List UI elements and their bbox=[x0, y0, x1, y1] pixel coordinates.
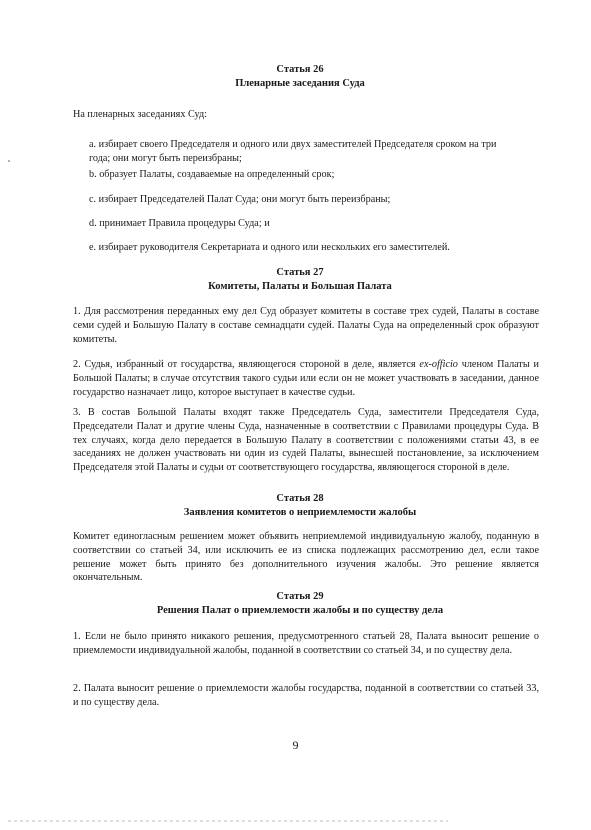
article-28-paragraph: Комитет единогласным решением может объявить неприемлемой индивидуальную жалобу, поданную в соответствии со статьей 34, или исключить ее из списка подлежащих рассмотрению дел, если такое решение может быть принято без дополнительного изучения жалобы. Это решение является окончательным. bbox=[73, 531, 539, 584]
p2-ex-officio: ex-officio bbox=[419, 359, 458, 370]
page-number: 9 bbox=[292, 738, 299, 752]
article-28-title: Заявления комитетов о неприемлемости жалобы bbox=[183, 507, 417, 518]
article-28-number: Статья 28 bbox=[276, 493, 324, 504]
scan-speck bbox=[8, 160, 10, 162]
article-26-heading bbox=[60, 63, 540, 91]
item-a-line2: года; они могут быть переизбраны; bbox=[89, 152, 242, 164]
article-29-paragraph-2: 2. Палата выносит решение о приемлемости жалобы государства, поданной в соответствии со статьей 33, и по существу дела. bbox=[73, 683, 539, 708]
article-27-paragraph-1: 1. Для рассмотрения переданных ему дел Суд образует комитеты в составе трех судей, Палаты в составе семи судей и Большую Палату в составе семнадцати судей. Палаты Суда на определенный срок образуют комитеты. bbox=[73, 306, 539, 345]
article-26-item-b: b. образует Палаты, создаваемые на определенный срок; bbox=[89, 169, 335, 180]
article-27-paragraph-3: 3. В состав Большой Палаты входят также Председатель Суда, заместители Председателя Суда, Председатели Палат и другие члены Суда, назначенные в соответствии с Правилами процедуры Суда. В тех случаях, когда дело передается в Большую Палату в соответствии с положениями статьи 43, в ее заседаниях не должен участвовать ни один из судей Палаты, вынесшей постановление, за исключением Председателя этой Палаты и судьи от соответствующего государства, являющегося стороной в деле. bbox=[73, 407, 539, 474]
item-a-line1: a. избирает своего Председателя и одного или двух заместителей Председателя сроком на три bbox=[89, 139, 497, 150]
article-26-item-e: e. избирает руководителя Секретариата и одного или нескольких его заместителей. bbox=[89, 242, 450, 253]
p2-text-b: членом Палаты и Большой Палаты; в случае отсутствия такого судьи или если он не может участвовать в заседании, данное государство назначает лицо, которое выступает в качестве судьи. bbox=[73, 359, 539, 398]
article-26-item-d: d. принимает Правила процедуры Суда; и bbox=[89, 218, 270, 229]
p2-text-a: 2. Судья, избранный от государства, являющегося стороной в деле, является bbox=[73, 359, 420, 370]
article-27-title: Комитеты, Палаты и Большая Палата bbox=[208, 281, 392, 292]
article-26-number: Статья 26 bbox=[276, 64, 324, 75]
article-28-heading bbox=[60, 492, 540, 520]
article-26-item-c: c. избирает Председателей Палат Суда; они могут быть переизбраны; bbox=[89, 194, 391, 205]
article-27-number: Статья 27 bbox=[276, 267, 324, 278]
article-27-heading bbox=[60, 266, 540, 294]
article-29-title: Решения Палат о приемлемости жалобы и по существу дела bbox=[156, 605, 444, 616]
article-27-paragraph-2 bbox=[73, 358, 539, 399]
article-29-number: Статья 29 bbox=[276, 591, 324, 602]
article-29-heading bbox=[60, 590, 540, 618]
article-26-intro: На пленарных заседаниях Суд: bbox=[73, 109, 208, 120]
article-26-item-a bbox=[89, 138, 539, 166]
article-26-title: Пленарные заседания Суда bbox=[235, 78, 365, 89]
scan-edge-noise bbox=[8, 820, 448, 822]
article-29-paragraph-1: 1. Если не было принято никакого решения, предусмотренного статьей 28, Палата выносит решение о приемлемости индивидуальной жалобы, поданной в соответствии со статьей 34, и по существу дела. bbox=[73, 631, 539, 656]
